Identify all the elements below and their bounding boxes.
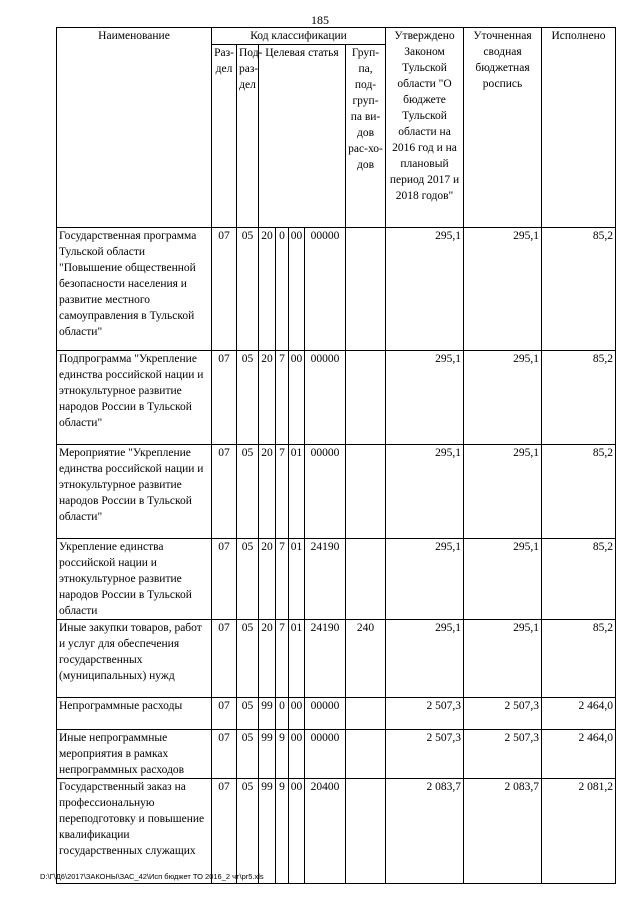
budget-table	[56, 27, 616, 884]
table-row	[57, 445, 616, 539]
cell-utoch: 2 507,3	[464, 730, 542, 779]
header-executed: Исполнено	[542, 28, 616, 228]
cell-cs2: 0	[276, 698, 289, 730]
table-row	[57, 620, 616, 698]
cell-utoch: 295,1	[464, 228, 542, 351]
cell-cs1: 20	[259, 620, 276, 698]
cell-vr	[346, 779, 386, 884]
cell-cs3: 01	[289, 620, 305, 698]
cell-cs2: 9	[276, 779, 289, 884]
cell-vr	[346, 698, 386, 730]
table-row	[57, 698, 616, 730]
cell-vr	[346, 445, 386, 539]
cell-isp: 85,2	[542, 445, 616, 539]
table-row	[57, 539, 616, 620]
cell-cs3: 00	[289, 779, 305, 884]
cell-cs2: 7	[276, 620, 289, 698]
cell-vr	[346, 539, 386, 620]
page-number: 185	[311, 13, 329, 27]
header-approved: Утверждено Законом Тульской области "О бюджете Тульской области на 2016 год и на плановый период 2017 и 2018 годов"	[386, 28, 464, 228]
header-name: Наименование	[57, 28, 212, 228]
cell-utv: 295,1	[386, 539, 464, 620]
cell-isp: 85,2	[542, 539, 616, 620]
cell-cs2: 7	[276, 539, 289, 620]
header-expense-group: Груп-па, под-груп-па ви-дов рас-хо-дов	[346, 45, 386, 228]
cell-cs2: 7	[276, 445, 289, 539]
cell-name: Иные закупки товаров, работ и услуг для обеспечения государственных (муниципальных) нужд	[57, 620, 212, 698]
cell-podrazdel: 05	[237, 620, 259, 698]
cell-isp: 85,2	[542, 228, 616, 351]
cell-razdel: 07	[212, 445, 237, 539]
cell-podrazdel: 05	[237, 698, 259, 730]
cell-utv: 295,1	[386, 445, 464, 539]
file-path-footer: D:\Г\Д6\2017\ЗАКОНЫ\ЗАС_42\Исп бюджет ТО 2016_2 чт\pr5.xls	[40, 872, 264, 881]
header-code-group: Код классификации	[212, 28, 386, 45]
cell-utoch: 295,1	[464, 445, 542, 539]
cell-vr	[346, 228, 386, 351]
cell-utv: 295,1	[386, 620, 464, 698]
table-row	[57, 351, 616, 445]
cell-name: Государственный заказ на профессиональную переподготовку и повышение квалификации государственных служащих	[57, 779, 212, 884]
cell-cs3: 00	[289, 730, 305, 779]
cell-cs3: 00	[289, 351, 305, 445]
cell-cs3: 00	[289, 698, 305, 730]
cell-utoch: 295,1	[464, 620, 542, 698]
cell-cs4: 20400	[305, 779, 346, 884]
cell-razdel: 07	[212, 351, 237, 445]
cell-razdel: 07	[212, 620, 237, 698]
cell-cs3: 01	[289, 539, 305, 620]
cell-podrazdel: 05	[237, 730, 259, 779]
cell-cs3: 00	[289, 228, 305, 351]
cell-cs4: 00000	[305, 730, 346, 779]
cell-cs1: 20	[259, 445, 276, 539]
cell-cs1: 99	[259, 698, 276, 730]
cell-cs1: 99	[259, 730, 276, 779]
cell-utoch: 2 083,7	[464, 779, 542, 884]
cell-podrazdel: 05	[237, 351, 259, 445]
cell-isp: 2 081,2	[542, 779, 616, 884]
cell-razdel: 07	[212, 698, 237, 730]
cell-utoch: 295,1	[464, 351, 542, 445]
header-row-top	[57, 28, 616, 45]
cell-isp: 2 464,0	[542, 730, 616, 779]
cell-name: Укрепление единства российской нации и этнокультурное развитие народов России в Тульской области	[57, 539, 212, 620]
cell-vr	[346, 351, 386, 445]
header-section: Раз-дел	[212, 45, 237, 228]
cell-cs1: 20	[259, 539, 276, 620]
cell-cs4: 00000	[305, 351, 346, 445]
cell-name: Мероприятие "Укрепление единства российской нации и этнокультурное развитие народов России в Тульской области"	[57, 445, 212, 539]
cell-cs3: 01	[289, 445, 305, 539]
cell-podrazdel: 05	[237, 779, 259, 884]
cell-name: Государственная программа Тульской области "Повышение общественной безопасности населения и развитие местного самоуправления в Тульской области"	[57, 228, 212, 351]
cell-razdel: 07	[212, 730, 237, 779]
cell-name: Непрограммные расходы	[57, 698, 212, 730]
cell-name: Иные непрограммные мероприятия в рамках непрограммных расходов	[57, 730, 212, 779]
cell-utv: 295,1	[386, 351, 464, 445]
cell-cs4: 24190	[305, 539, 346, 620]
cell-podrazdel: 05	[237, 539, 259, 620]
table-row	[57, 730, 616, 779]
cell-podrazdel: 05	[237, 228, 259, 351]
cell-cs4: 00000	[305, 445, 346, 539]
table-row	[57, 779, 616, 884]
cell-cs1: 20	[259, 351, 276, 445]
cell-cs1: 99	[259, 779, 276, 884]
cell-vr	[346, 730, 386, 779]
table-row	[57, 228, 616, 351]
cell-podrazdel: 05	[237, 445, 259, 539]
cell-utv: 295,1	[386, 228, 464, 351]
header-target-article: Целевая статья	[259, 45, 346, 228]
cell-utv: 2 507,3	[386, 730, 464, 779]
cell-cs2: 0	[276, 228, 289, 351]
cell-isp: 85,2	[542, 351, 616, 445]
cell-cs1: 20	[259, 228, 276, 351]
cell-vr: 240	[346, 620, 386, 698]
cell-utoch: 295,1	[464, 539, 542, 620]
cell-cs4: 00000	[305, 228, 346, 351]
cell-razdel: 07	[212, 228, 237, 351]
cell-cs2: 9	[276, 730, 289, 779]
cell-utv: 2 507,3	[386, 698, 464, 730]
cell-cs4: 24190	[305, 620, 346, 698]
cell-name: Подпрограмма "Укрепление единства российской нации и этнокультурное развитие народов России в Тульской области"	[57, 351, 212, 445]
cell-cs4: 00000	[305, 698, 346, 730]
cell-cs2: 7	[276, 351, 289, 445]
cell-isp: 85,2	[542, 620, 616, 698]
cell-utv: 2 083,7	[386, 779, 464, 884]
cell-utoch: 2 507,3	[464, 698, 542, 730]
header-revised: Уточненная сводная бюджетная роспись	[464, 28, 542, 228]
cell-razdel: 07	[212, 779, 237, 884]
cell-isp: 2 464,0	[542, 698, 616, 730]
header-subsection: Под-раз-дел	[237, 45, 259, 228]
cell-razdel: 07	[212, 539, 237, 620]
